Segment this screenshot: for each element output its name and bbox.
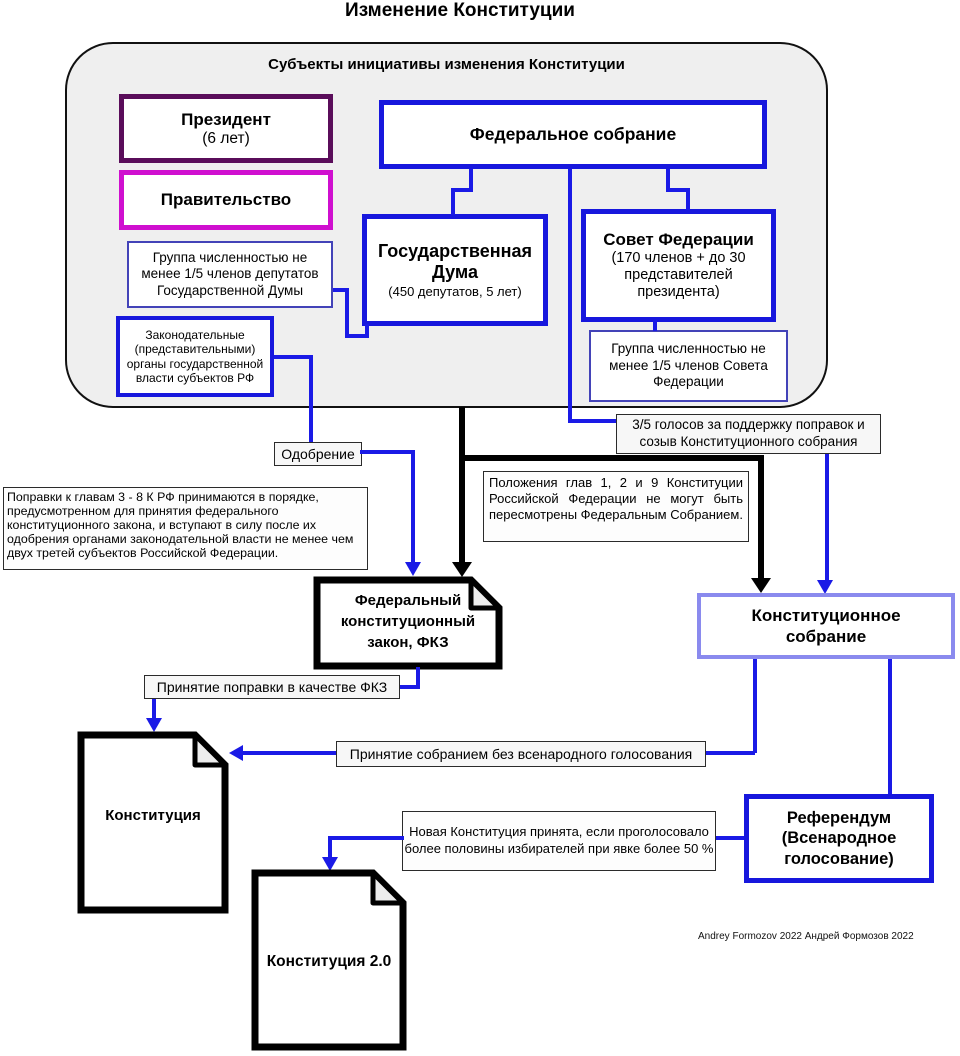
president-box [119, 94, 333, 163]
author-credit: Andrey Formozov 2022 Андрей Формозов 2022 [698, 931, 914, 942]
connector-threefifths-assembly-v [825, 454, 829, 582]
connector-dumagroup-v2 [365, 324, 369, 338]
president-subtitle: (6 лет) [202, 129, 250, 147]
provisions-note: Положения глав 1, 2 и 9 Конституции Российской Федерации не могут быть пересмотрены Федеральным Собранием. [483, 471, 749, 542]
arrow-trunk-to-fkz [452, 562, 472, 577]
constitution2-document [251, 869, 407, 1051]
connector-fkz-label-h [398, 685, 420, 689]
fkz-adoption-label: Принятие поправки в качестве ФКЗ [144, 675, 400, 699]
new-constitution-rule: Новая Конституция принята, если проголосовало более половины избирателей при явке более 50 % [402, 811, 716, 871]
connector-assembly-referendum-v [888, 659, 892, 795]
connector-legislative-approval-v [309, 355, 313, 442]
constitutional-assembly-title: Конституционное собрание [751, 605, 901, 646]
constitutional-assembly-box [697, 593, 955, 659]
federation-council-title: Совет Федерации [603, 230, 754, 250]
connector-approval-v [411, 450, 415, 564]
arrow-to-constitution [146, 718, 162, 732]
constitution2-document-title: Конституция 2.0 [266, 953, 392, 970]
initiative-subjects-title: Субъекты инициативы изменения Конституции [268, 56, 625, 73]
federal-assembly-title: Федеральное собрание [469, 124, 677, 144]
approval-label: Одобрение [274, 442, 362, 466]
connector-fa-duma-v2 [451, 188, 455, 215]
connector-label-constitution-v [152, 699, 156, 720]
connector-approval-h [360, 450, 415, 454]
connector-rule-left-h [328, 836, 404, 840]
connector-fa-threefifths-h [568, 419, 618, 423]
constitution-document [77, 731, 229, 914]
council-group-box: Группа численностью не менее 1/5 членов Совета Федерации [589, 330, 788, 402]
connector-fkz-label-v [416, 667, 420, 687]
referendum-box [744, 794, 934, 883]
government-box [119, 170, 333, 230]
federation-council-subtitle: (170 членов + до 30 представителей президента) [611, 250, 746, 300]
connector-trunk-right-v [758, 455, 764, 579]
assembly-adoption-label: Принятие собранием без всенародного голосования [336, 741, 706, 767]
arrow-approval-to-fkz [405, 562, 421, 576]
president-title: Президент [181, 109, 271, 129]
connector-council-group-v [653, 320, 657, 331]
constitution-document-title: Конституция [105, 807, 201, 824]
connector-assembly-left-v [753, 659, 757, 753]
connector-trunk-v [459, 407, 465, 565]
connector-fa-council-v2 [686, 188, 690, 210]
amendments-note: Поправки к главам 3 - 8 К РФ принимаются в порядке, предусмотренном для принятия федерального конституционного закона, и вступают в силу после их одобрения органами законодательной власти не менее чем двух третей субъектов Российской Федерации. [3, 487, 368, 570]
state-duma-box [362, 214, 548, 326]
arrow-trunk-to-assembly [751, 578, 771, 593]
three-fifths-note: 3/5 голосов за поддержку поправок и созыв Конституционного собрания [616, 414, 881, 454]
state-duma-title: Государственная Дума [378, 240, 532, 282]
arrow-threefifths-to-assembly [817, 580, 833, 594]
fkz-document [313, 576, 503, 670]
federation-council-box [581, 209, 776, 322]
fkz-document-title: Федеральный конституционный закон, ФКЗ [340, 592, 476, 651]
connector-dumagroup-v [345, 288, 349, 338]
legislative-bodies-box: Законодательные (представительными) органы государственной власти субъектов РФ [116, 316, 274, 397]
connector-rule-down-v [328, 836, 332, 859]
connector-trunk-h [459, 455, 764, 461]
federal-assembly-box [379, 100, 767, 169]
page-title: Изменение Конституции [345, 0, 575, 21]
arrow-to-constitution-side [229, 745, 243, 761]
connector-fa-threefifths-v [568, 169, 572, 423]
state-duma-subtitle: (450 депутатов, 5 лет) [388, 284, 522, 300]
connector-referendum-rule-h [714, 836, 744, 840]
referendum-title: Референдум (Всенародное голосование) [781, 808, 897, 868]
government-title: Правительство [160, 190, 292, 209]
connector-legislative-h [274, 355, 313, 359]
duma-group-box: Группа численностью не менее 1/5 членов депутатов Государственной Думы [127, 241, 333, 308]
